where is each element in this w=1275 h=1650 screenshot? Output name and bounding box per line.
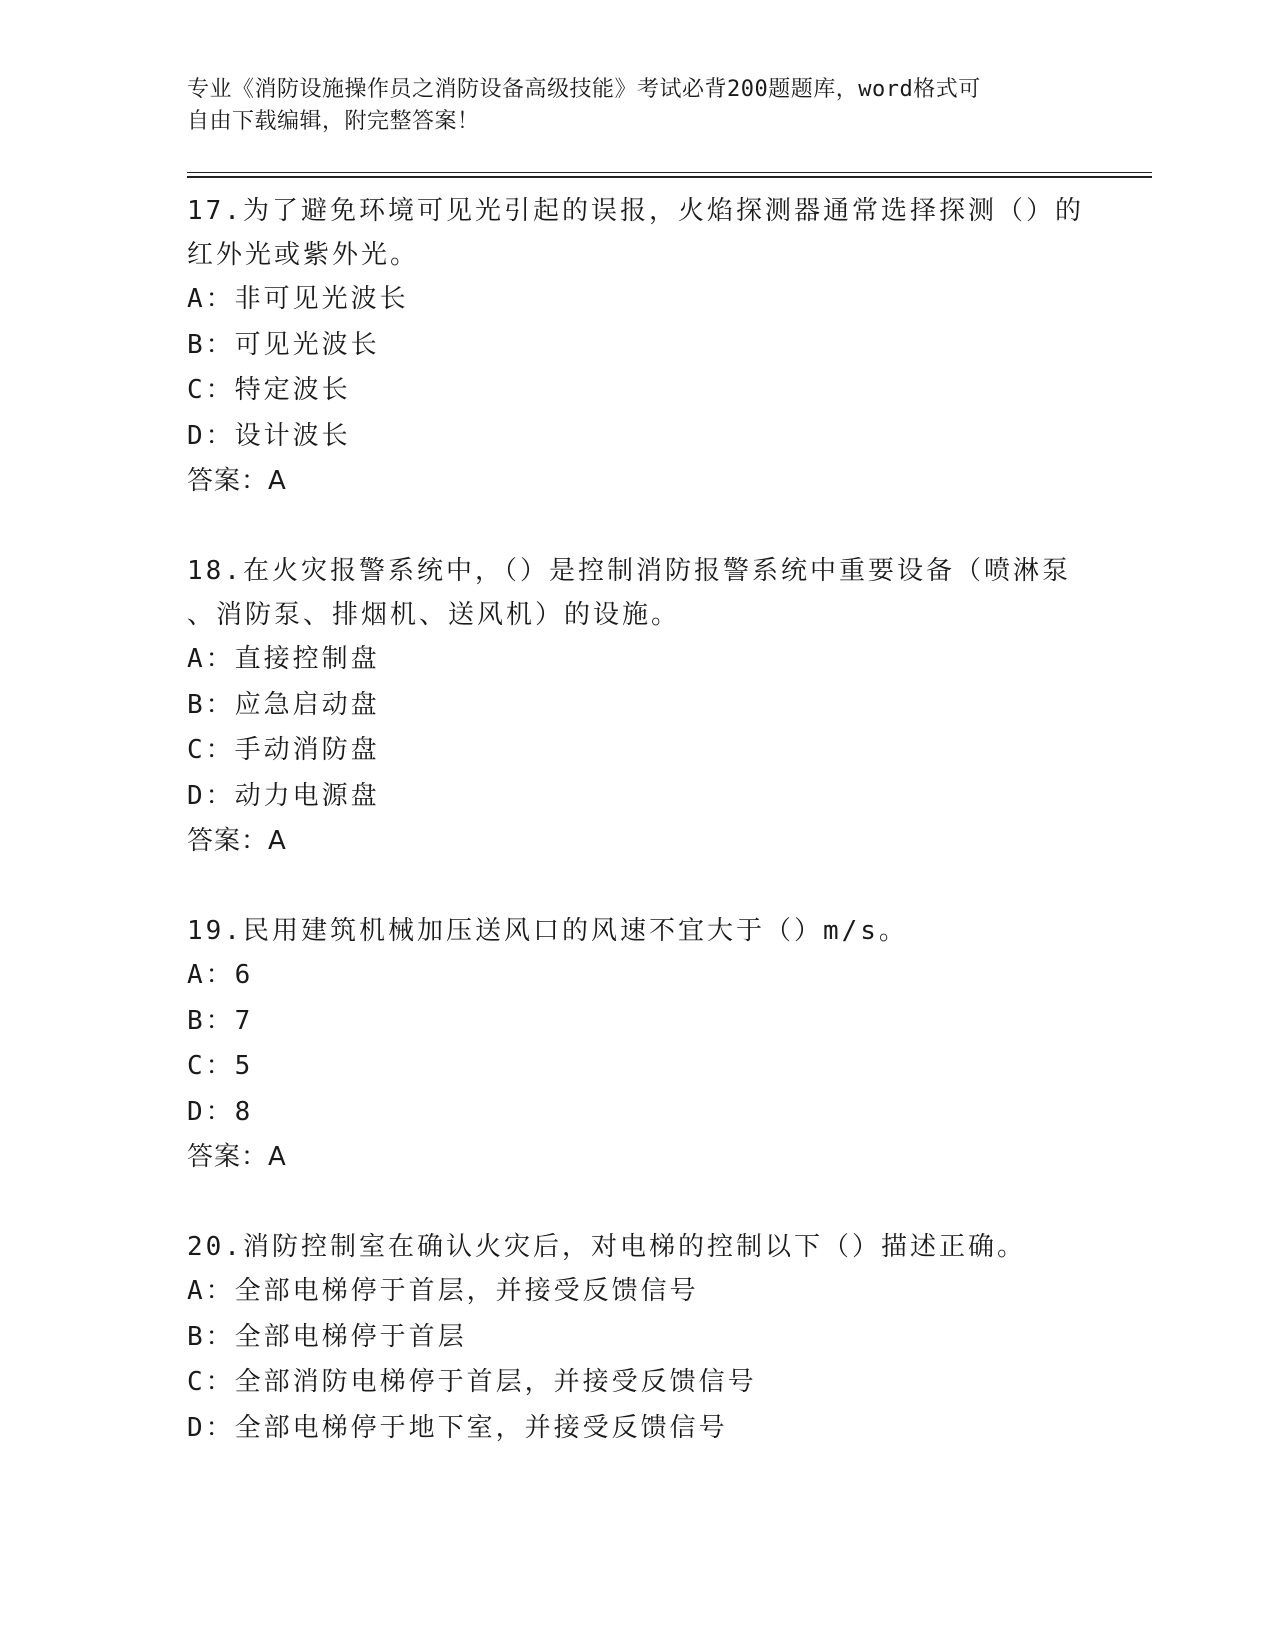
option-a: A：全部电梯停于首层，并接受反馈信号 xyxy=(187,1276,699,1306)
option-c: C：手动消防盘 xyxy=(187,735,380,765)
question-20 xyxy=(187,1225,1087,1451)
question-stem-line: 19.民用建筑机械加压送风口的风速不宜大于（）m/s。 xyxy=(187,916,908,946)
option-b: B：7 xyxy=(187,1005,254,1036)
option-a: A：直接控制盘 xyxy=(187,644,380,674)
option-b: B：全部电梯停于首层 xyxy=(187,1321,467,1352)
question-gap xyxy=(187,504,1087,549)
document-header xyxy=(187,74,1067,138)
answer-line: 答案：A xyxy=(187,1142,287,1172)
question-18 xyxy=(187,549,1087,864)
header-line-2: 自由下载编辑，附完整答案！ xyxy=(187,109,480,134)
option-d: D：8 xyxy=(187,1096,254,1127)
option-a: A：6 xyxy=(187,960,254,990)
header-line-1: 专业《消防设施操作员之消防设备高级技能》考试必背200题题库，word格式可 xyxy=(187,77,981,102)
option-a: A：非可见光波长 xyxy=(187,284,409,314)
option-b: B：可见光波长 xyxy=(187,329,380,360)
answer-line: 答案：A xyxy=(187,466,287,496)
answer-line: 答案：A xyxy=(187,826,287,856)
question-17 xyxy=(187,189,1087,504)
header-rule-bottom xyxy=(187,176,1152,178)
header-rule-top xyxy=(187,172,1152,173)
question-stem-line: 18.在火灾报警系统中，（）是控制消防报警系统中重要设备（喷淋泵 xyxy=(187,556,1071,586)
option-d: D：设计波长 xyxy=(187,420,351,451)
option-c: C：5 xyxy=(187,1051,254,1081)
question-stem-line: 17.为了避免环境可见光引起的误报，火焰探测器通常选择探测（）的 xyxy=(187,196,1084,226)
question-list xyxy=(187,189,1087,1451)
option-b: B：应急启动盘 xyxy=(187,689,380,720)
question-19 xyxy=(187,909,1087,1180)
question-stem-line: 红外光或紫外光。 xyxy=(187,240,420,270)
question-stem-line: 、消防泵、排烟机、送风机）的设施。 xyxy=(187,600,681,630)
option-d: D：全部电梯停于地下室，并接受反馈信号 xyxy=(187,1412,728,1443)
option-d: D：动力电源盘 xyxy=(187,780,380,811)
option-c: C：全部消防电梯停于首层，并接受反馈信号 xyxy=(187,1367,757,1397)
question-stem-line: 20.消防控制室在确认火灾后，对电梯的控制以下（）描述正确。 xyxy=(187,1232,1026,1262)
option-c: C：特定波长 xyxy=(187,375,351,405)
question-gap xyxy=(187,864,1087,909)
question-gap xyxy=(187,1180,1087,1225)
